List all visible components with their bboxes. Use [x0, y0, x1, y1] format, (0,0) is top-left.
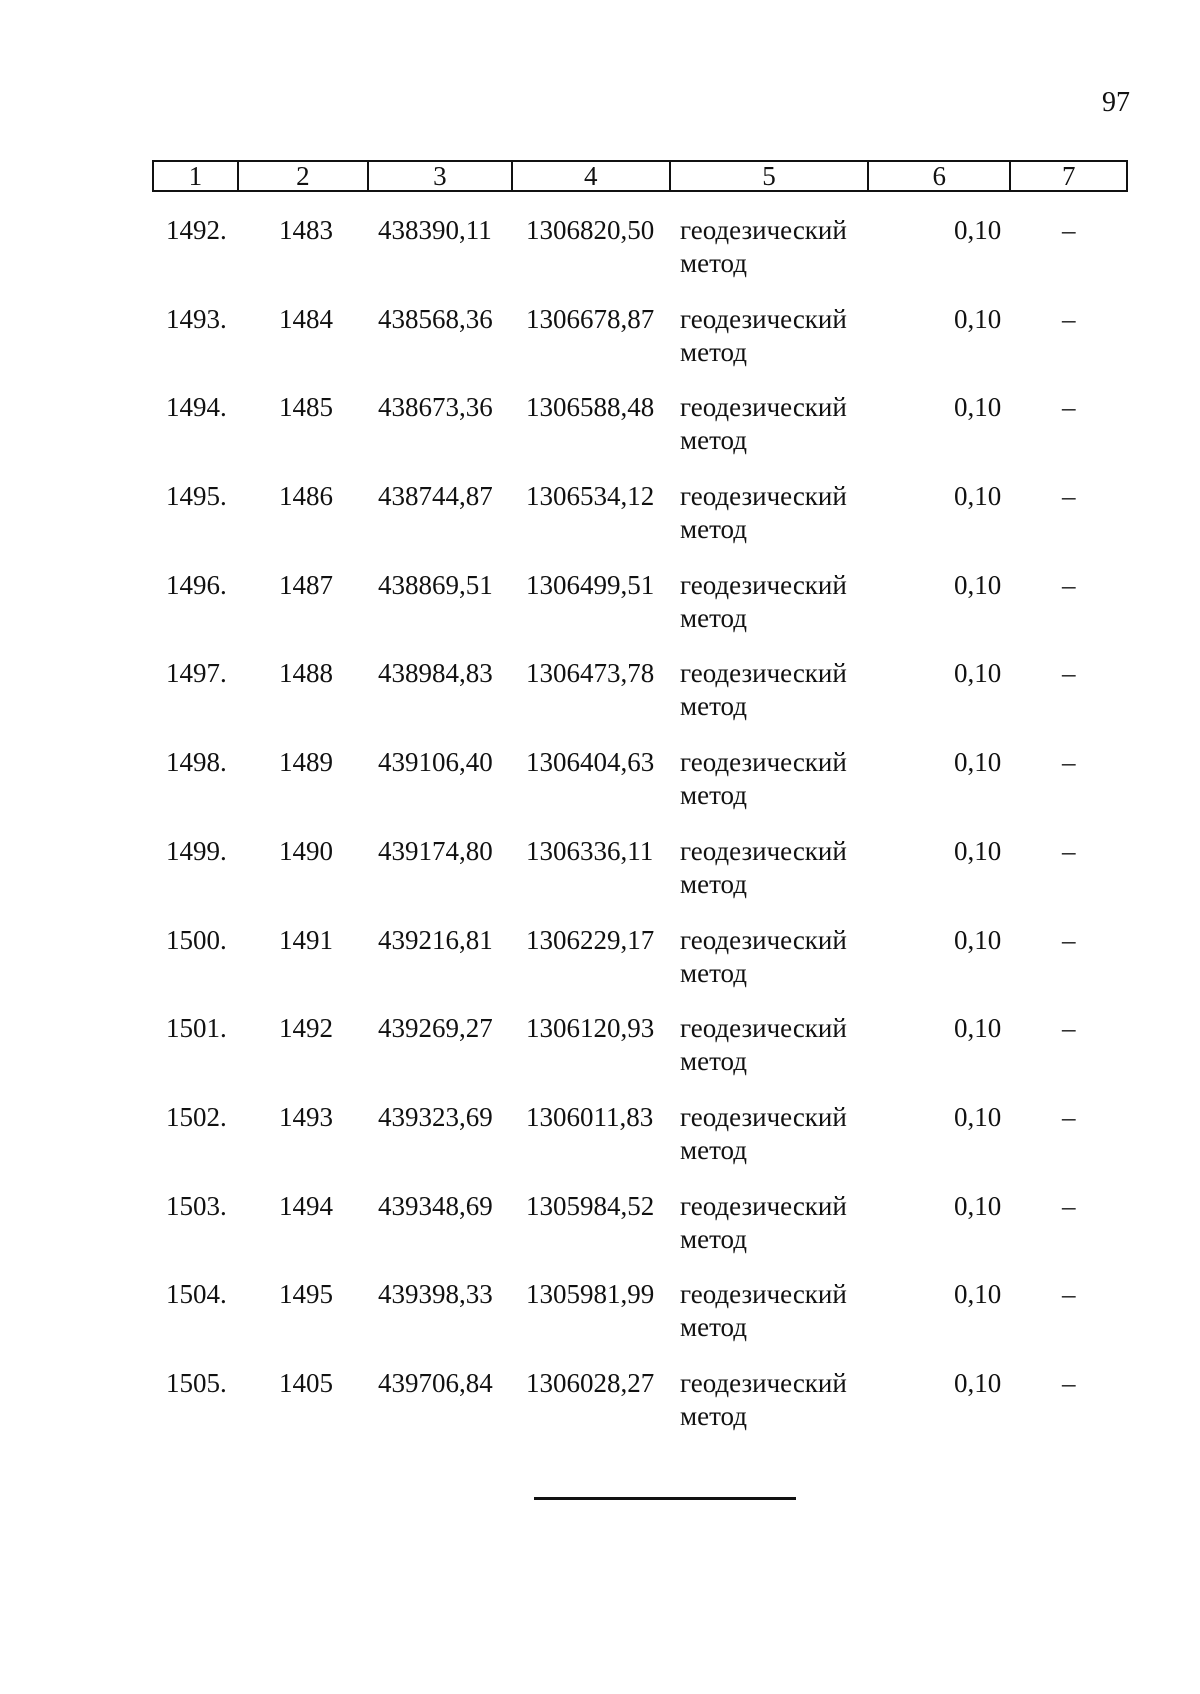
coordinate-y: 1306473,78 — [526, 658, 655, 689]
column-number-7: 7 — [1061, 161, 1076, 191]
method-line-2: метод — [680, 957, 747, 988]
table-row — [152, 1190, 1128, 1279]
method-line-1: геодезический — [680, 392, 847, 423]
row-number: 1502. — [166, 1101, 227, 1132]
method-line-1: геодезический — [680, 835, 847, 866]
accuracy-value: 0,10 — [954, 215, 1002, 245]
table-row — [152, 1278, 1128, 1367]
column-number-2: 2 — [239, 162, 369, 190]
column-number-6: 6 — [869, 162, 1011, 190]
coordinate-x: 438568,36 — [378, 303, 493, 334]
coordinate-y: 1306499,51 — [526, 569, 655, 600]
table-row — [152, 391, 1128, 480]
point-number: 1485 — [279, 392, 333, 423]
table-row — [152, 569, 1128, 658]
method-line-1: геодезический — [680, 747, 847, 778]
point-number: 1405 — [279, 1367, 333, 1398]
accuracy-value: 0,10 — [954, 303, 1002, 334]
table-row — [152, 1101, 1128, 1190]
note-dash: – — [1062, 215, 1076, 245]
coordinate-x: 439398,33 — [378, 1279, 493, 1310]
coordinate-x: 438390,11 — [378, 215, 492, 245]
coordinate-y: 1305981,99 — [526, 1279, 655, 1310]
note-dash: – — [1062, 1279, 1076, 1310]
note-dash: – — [1062, 569, 1076, 600]
point-number: 1488 — [279, 658, 333, 689]
accuracy-value: 0,10 — [954, 481, 1002, 512]
coordinate-x: 439348,69 — [378, 1190, 493, 1221]
coordinate-y: 1305984,52 — [526, 1190, 655, 1221]
note-dash: – — [1062, 1190, 1076, 1221]
column-number-3: 3 — [369, 162, 512, 190]
coordinate-y: 1306588,48 — [526, 392, 655, 423]
method-line-1: геодезический — [680, 1101, 847, 1132]
method-line-2: метод — [680, 336, 747, 367]
coordinate-y: 1306120,93 — [526, 1013, 655, 1044]
coordinate-x: 438673,36 — [378, 392, 493, 423]
accuracy-value: 0,10 — [954, 1367, 1002, 1398]
table-row — [152, 924, 1128, 1013]
note-dash: – — [1062, 1367, 1076, 1398]
point-number: 1483 — [279, 215, 333, 245]
row-number: 1504. — [166, 1279, 227, 1310]
note-dash: – — [1062, 481, 1076, 512]
row-number: 1498. — [166, 747, 227, 778]
point-number: 1491 — [279, 924, 333, 955]
coordinate-y: 1306534,12 — [526, 481, 655, 512]
note-dash: – — [1062, 1101, 1076, 1132]
point-number: 1492 — [279, 1013, 333, 1044]
row-number: 1496. — [166, 569, 227, 600]
method-line-1: геодезический — [680, 1013, 847, 1044]
coordinate-y: 1306336,11 — [526, 835, 654, 866]
coordinate-y: 1306820,50 — [526, 215, 655, 245]
method-line-2: метод — [680, 691, 747, 722]
coordinate-x: 439323,69 — [378, 1101, 493, 1132]
method-line-1: геодезический — [680, 1367, 847, 1398]
accuracy-value: 0,10 — [954, 1190, 1002, 1221]
point-number: 1494 — [279, 1190, 333, 1221]
method-line-2: метод — [680, 1223, 747, 1254]
page-number: 97 — [1102, 87, 1130, 118]
accuracy-value: 0,10 — [954, 1013, 1002, 1044]
table-row — [152, 657, 1128, 746]
method-line-1: геодезический — [680, 215, 847, 245]
method-line-1: геодезический — [680, 569, 847, 600]
accuracy-value: 0,10 — [954, 747, 1002, 778]
note-dash: – — [1062, 658, 1076, 689]
method-line-2: метод — [680, 425, 747, 456]
accuracy-value: 0,10 — [954, 1101, 1002, 1132]
method-line-1: геодезический — [680, 1279, 847, 1310]
method-line-1: геодезический — [680, 303, 847, 334]
note-dash: – — [1062, 924, 1076, 955]
accuracy-value: 0,10 — [954, 835, 1002, 866]
coordinate-x: 438984,83 — [378, 658, 493, 689]
method-line-1: геодезический — [680, 658, 847, 689]
table-row — [152, 835, 1128, 924]
table-row — [152, 480, 1128, 569]
coordinate-x: 439269,27 — [378, 1013, 493, 1044]
accuracy-value: 0,10 — [954, 658, 1002, 689]
column-number-4: 4 — [513, 162, 671, 190]
coordinate-y: 1306404,63 — [526, 747, 655, 778]
coordinate-x: 439106,40 — [378, 747, 493, 778]
note-dash: – — [1062, 747, 1076, 778]
coordinate-y: 1306028,27 — [526, 1367, 655, 1398]
method-line-1: геодезический — [680, 481, 847, 512]
column-number-1: 1 — [154, 162, 239, 190]
table-column-numbers-header — [152, 160, 1128, 192]
method-line-2: метод — [680, 514, 747, 545]
method-line-2: метод — [680, 780, 747, 811]
point-number: 1490 — [279, 835, 333, 866]
point-number: 1495 — [279, 1279, 333, 1310]
method-line-1: геодезический — [680, 924, 847, 955]
end-of-table-rule — [534, 1497, 796, 1500]
accuracy-value: 0,10 — [954, 1279, 1002, 1310]
note-dash: – — [1062, 303, 1076, 334]
point-number: 1484 — [279, 303, 333, 334]
row-number: 1492. — [166, 215, 227, 245]
row-number: 1494. — [166, 392, 227, 423]
row-number: 1499. — [166, 835, 227, 866]
row-number: 1503. — [166, 1190, 227, 1221]
row-number: 1495. — [166, 481, 227, 512]
table-row — [152, 746, 1128, 835]
coordinates-table-body — [152, 214, 1128, 1456]
coordinate-x: 439216,81 — [378, 924, 493, 955]
method-line-2: метод — [680, 1400, 747, 1431]
note-dash: – — [1062, 1013, 1076, 1044]
row-number: 1493. — [166, 303, 227, 334]
method-line-2: метод — [680, 1134, 747, 1165]
method-line-2: метод — [680, 1046, 747, 1077]
row-number: 1501. — [166, 1013, 227, 1044]
note-dash: – — [1062, 835, 1076, 866]
point-number: 1486 — [279, 481, 333, 512]
method-line-2: метод — [680, 248, 747, 278]
row-number: 1500. — [166, 924, 227, 955]
table-row — [152, 1367, 1128, 1456]
point-number: 1487 — [279, 569, 333, 600]
point-number: 1489 — [279, 747, 333, 778]
coordinate-x: 439706,84 — [378, 1367, 493, 1398]
coordinate-x: 438744,87 — [378, 481, 493, 512]
row-number: 1497. — [166, 658, 227, 689]
coordinate-y: 1306011,83 — [526, 1101, 654, 1132]
accuracy-value: 0,10 — [954, 392, 1002, 423]
table-row — [152, 303, 1128, 392]
coordinate-y: 1306229,17 — [526, 924, 655, 955]
note-dash: – — [1062, 392, 1076, 423]
point-number: 1493 — [279, 1101, 333, 1132]
table-row — [152, 214, 1128, 303]
column-number-5: 5 — [671, 162, 869, 190]
coordinate-y: 1306678,87 — [526, 303, 655, 334]
method-line-2: метод — [680, 602, 747, 633]
accuracy-value: 0,10 — [954, 569, 1002, 600]
method-line-2: метод — [680, 1312, 747, 1343]
method-line-2: метод — [680, 868, 747, 899]
coordinate-x: 439174,80 — [378, 835, 493, 866]
accuracy-value: 0,10 — [954, 924, 1002, 955]
coordinate-x: 438869,51 — [378, 569, 493, 600]
table-row — [152, 1012, 1128, 1101]
method-line-1: геодезический — [680, 1190, 847, 1221]
row-number: 1505. — [166, 1367, 227, 1398]
